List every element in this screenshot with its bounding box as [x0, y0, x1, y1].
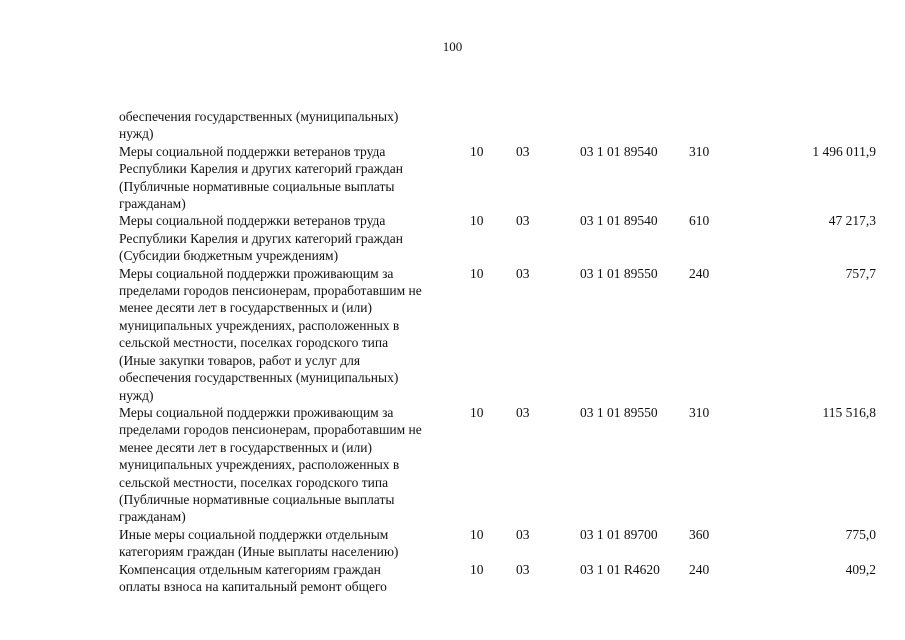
description-line: Компенсация отдельным категориям граждан — [119, 561, 381, 577]
description-line: пределами городов пенсионерам, проработавшим не — [119, 283, 422, 299]
expense-type-code: 240 — [689, 265, 710, 281]
description-line: гражданам) — [119, 509, 186, 525]
description-line: менее десяти лет в государственных и (или) — [119, 439, 372, 455]
target-article-code: 03 1 01 89540 — [580, 213, 658, 229]
section-code: 10 — [470, 143, 484, 159]
section-code: 10 — [470, 561, 484, 577]
row-description — [119, 143, 464, 213]
table-row — [119, 526, 876, 561]
table-row — [119, 108, 876, 143]
section-code: 10 — [470, 404, 484, 420]
description-line: гражданам) — [119, 196, 186, 212]
description-line: муниципальных учреждениях, расположенных в — [119, 317, 400, 333]
description-line: Республики Карелия и других категорий граждан — [119, 161, 403, 177]
row-description — [119, 265, 464, 404]
subsection-code: 03 — [516, 213, 530, 229]
description-line: (Публичные нормативные социальные выплаты — [119, 491, 395, 507]
subsection-code: 03 — [516, 143, 530, 159]
description-line: Меры социальной поддержки ветеранов труда — [119, 143, 386, 159]
description-line: Меры социальной поддержки проживающим за — [119, 404, 394, 420]
description-line: Республики Карелия и других категорий граждан — [119, 230, 403, 246]
row-description — [119, 526, 464, 561]
subsection-code: 03 — [516, 265, 530, 281]
row-description — [119, 212, 464, 264]
description-line: нужд) — [119, 126, 154, 142]
row-description — [119, 561, 464, 596]
description-line: (Иные закупки товаров, работ и услуг для — [119, 352, 361, 368]
description-line: (Публичные нормативные социальные выплаты — [119, 178, 395, 194]
amount: 757,7 — [845, 265, 876, 281]
expense-type-code: 610 — [689, 213, 710, 229]
section-code: 10 — [470, 526, 484, 542]
target-article-code: 03 1 01 89550 — [580, 265, 658, 281]
description-line: нужд) — [119, 387, 154, 403]
section-code: 10 — [470, 213, 484, 229]
amount: 409,2 — [845, 561, 876, 577]
description-line: муниципальных учреждениях, расположенных в — [119, 457, 400, 473]
description-line: пределами городов пенсионерам, проработавшим не — [119, 422, 422, 438]
target-article-code: 03 1 01 89540 — [580, 143, 658, 159]
table-row — [119, 265, 876, 404]
row-description — [119, 404, 464, 526]
description-line: сельской местности, поселках городского типа — [119, 335, 389, 351]
description-line: обеспечения государственных (муниципальных) — [119, 370, 399, 386]
description-line: оплаты взноса на капитальный ремонт общего — [119, 578, 387, 594]
expense-type-code: 310 — [689, 404, 710, 420]
subsection-code: 03 — [516, 561, 530, 577]
description-line: Меры социальной поддержки ветеранов труда — [119, 213, 386, 229]
section-code: 10 — [470, 265, 484, 281]
page-number: 100 — [442, 39, 463, 54]
table-row — [119, 561, 876, 596]
description-line: (Субсидии бюджетным учреждениям) — [119, 248, 339, 264]
target-article-code: 03 1 01 R4620 — [580, 561, 660, 577]
target-article-code: 03 1 01 89550 — [580, 404, 658, 420]
description-line: сельской местности, поселках городского типа — [119, 474, 389, 490]
description-line: Меры социальной поддержки проживающим за — [119, 265, 394, 281]
description-line: менее десяти лет в государственных и (или) — [119, 300, 372, 316]
amount: 47 217,3 — [828, 213, 876, 229]
amount: 115 516,8 — [822, 404, 876, 420]
description-line: категориям граждан (Иные выплаты населению) — [119, 544, 399, 560]
description-line: Иные меры социальной поддержки отдельным — [119, 526, 389, 542]
description-line: обеспечения государственных (муниципальных) — [119, 109, 399, 124]
expense-type-code: 240 — [689, 561, 710, 577]
budget-table — [119, 108, 876, 595]
row-description — [119, 108, 464, 143]
amount: 775,0 — [845, 526, 876, 542]
expense-type-code: 360 — [689, 526, 710, 542]
expense-type-code: 310 — [689, 143, 710, 159]
subsection-code: 03 — [516, 526, 530, 542]
subsection-code: 03 — [516, 404, 530, 420]
table-row — [119, 143, 876, 213]
amount: 1 496 011,9 — [812, 143, 876, 159]
target-article-code: 03 1 01 89700 — [580, 526, 658, 542]
table-row — [119, 212, 876, 264]
table-row — [119, 404, 876, 526]
